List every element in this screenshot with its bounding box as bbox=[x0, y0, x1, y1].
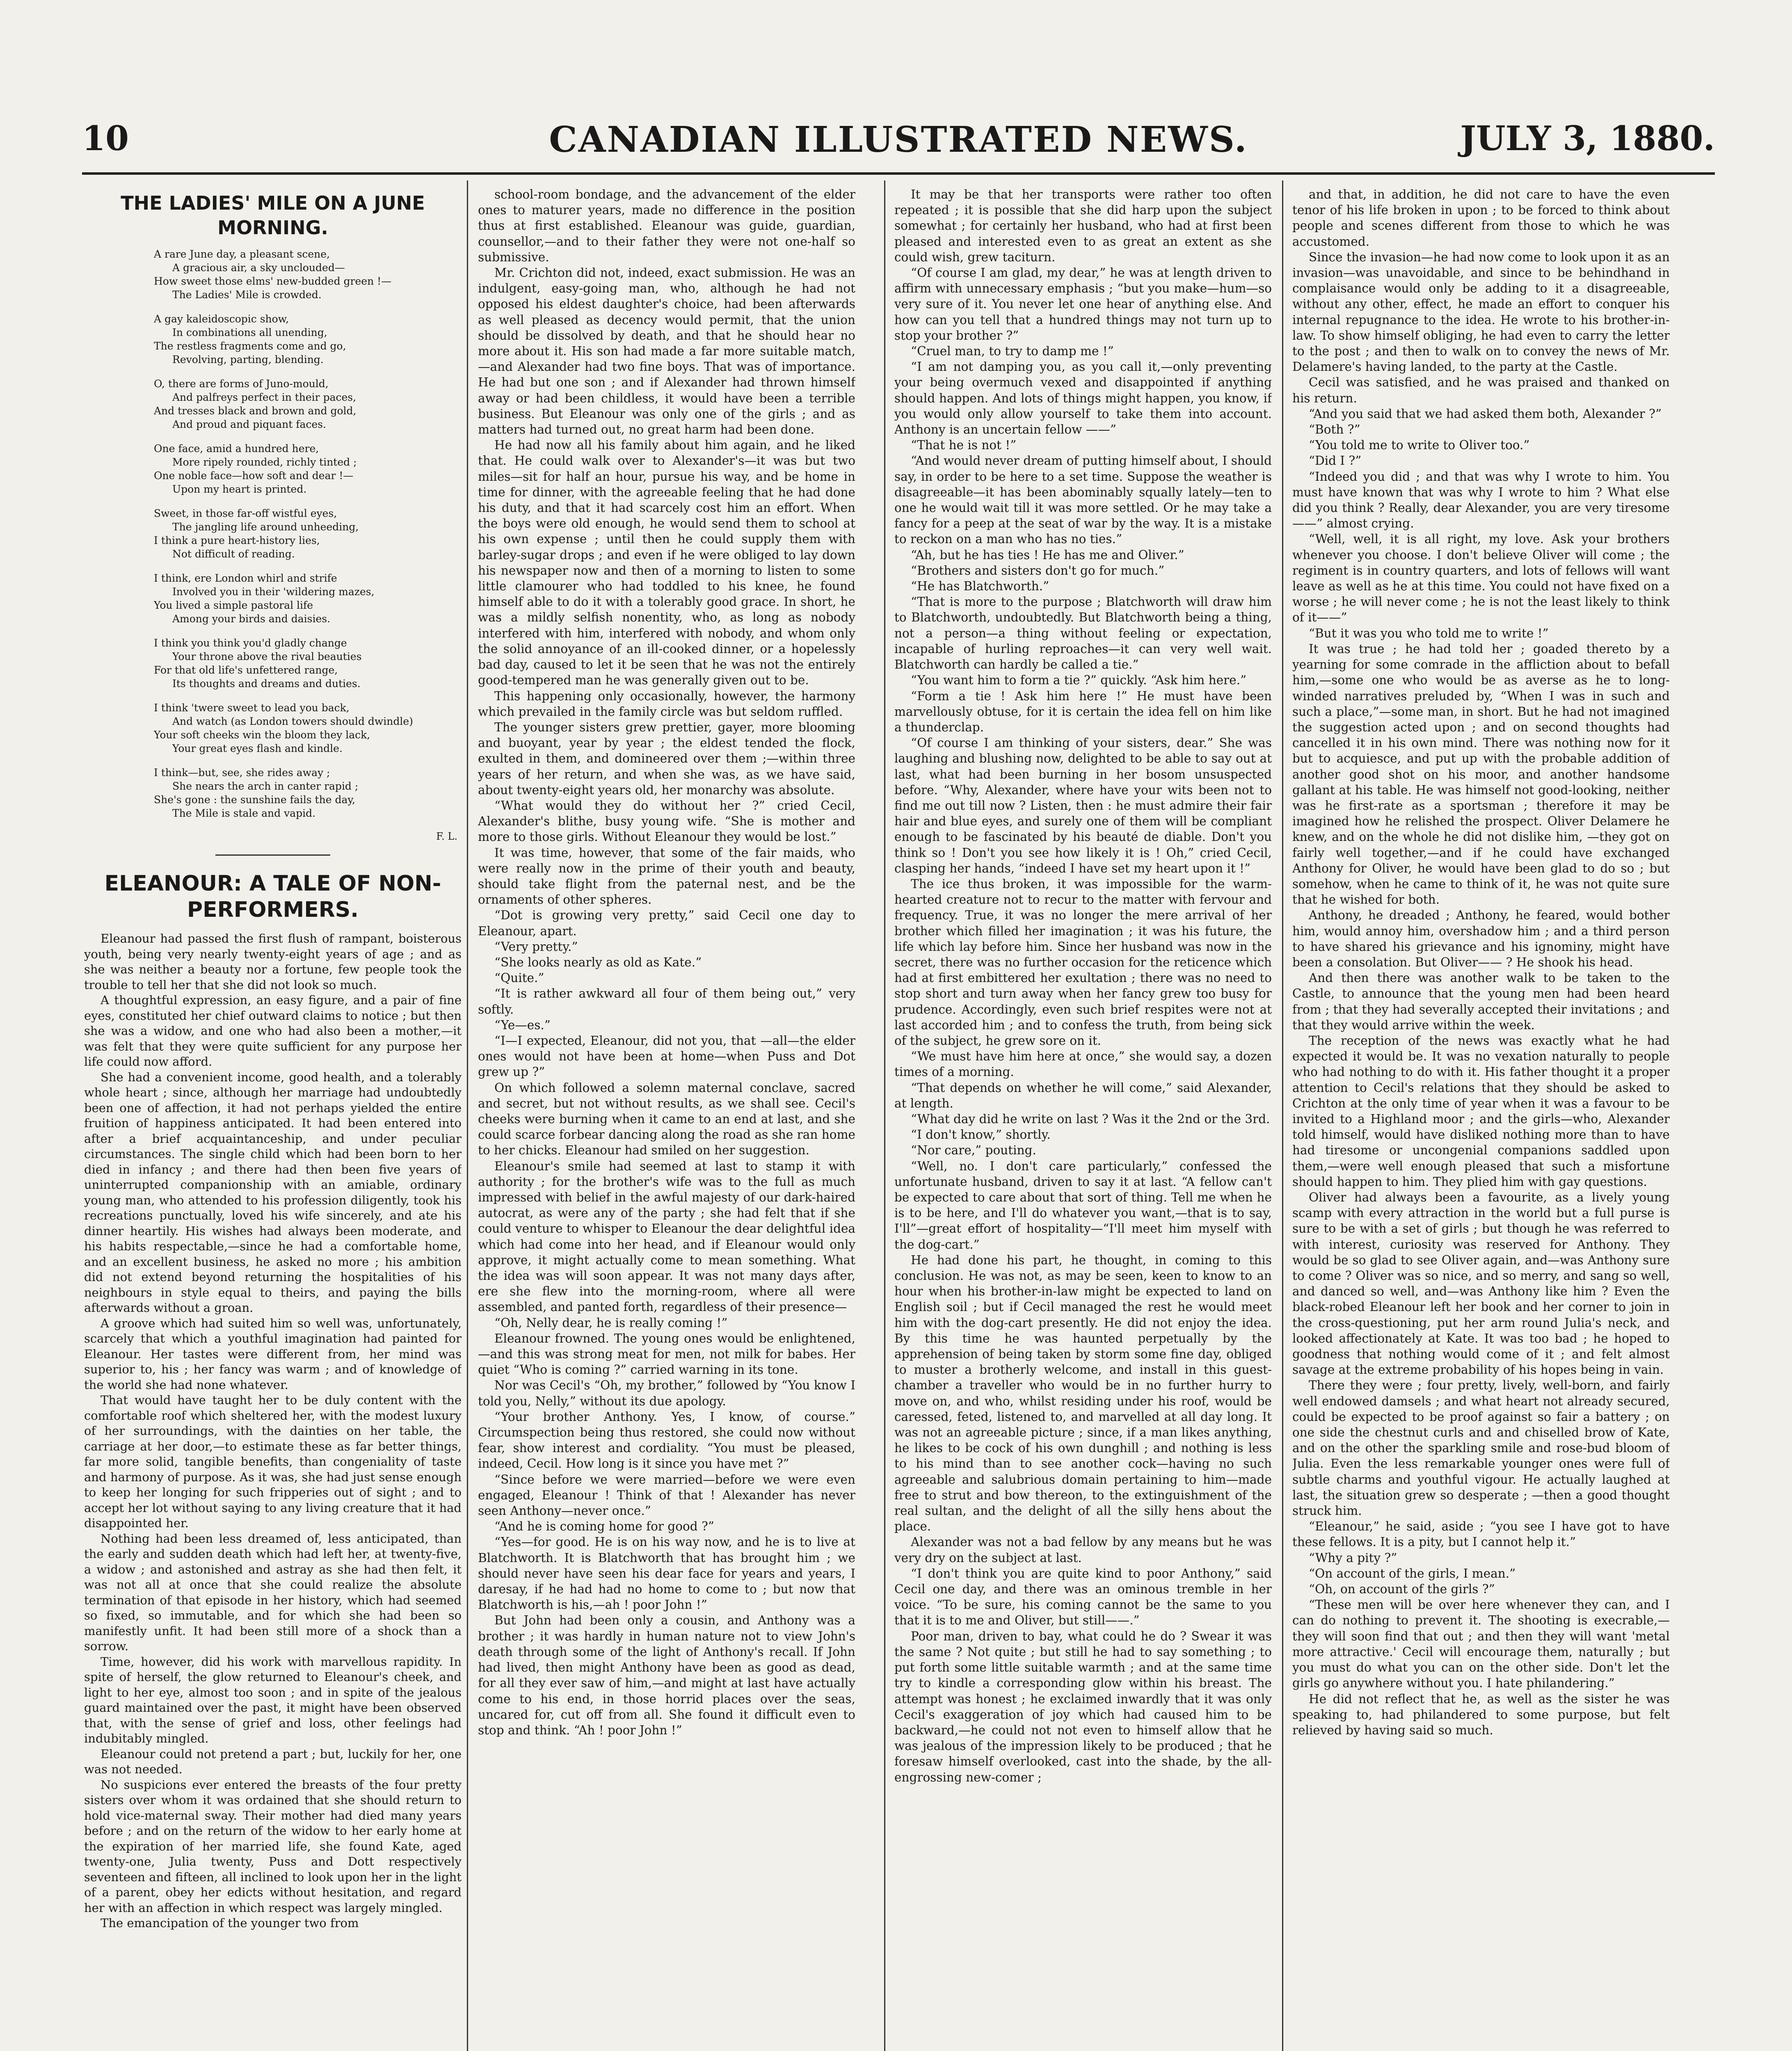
story-paragraph: She had a convenient income, good health, and a tolerably whole heart ; since, although her marriage had undoubtedly been one of affection, it had not perhaps yielded the entire fruition of happiness anticipated. It had been entered into after a brief acquaintanceship, and under peculiar circumstances. The single child which had been born to her died in infancy ; and there had then been five years of uninterrupted companionship with an amiable, ordinary young man, who attended to his profession diligently, took his recreations punctually, loved his wife sincerely, and ate his dinner heartily. His wishes had always been moderate, and his habits respectable,—since he had a comfortable home, and an excellent business, he asked no more ; his ambition did not extend beyond returning the hospitalities of his neighbours in style equal to theirs, and paying the bills afterwards without a groan. bbox=[84, 1070, 462, 1315]
header-rule bbox=[82, 172, 1715, 175]
story-paragraph: “He has Blatchworth.” bbox=[911, 579, 1049, 594]
story-paragraph: “Very pretty.” bbox=[494, 939, 578, 954]
poem-line: She nears the arch in canter rapid ; bbox=[172, 780, 359, 792]
story-paragraph: Alexander was not a bad fellow by any means but he was very dry on the subject at last. bbox=[894, 1535, 1272, 1565]
story-paragraph: The emancipation of the younger two from bbox=[101, 1916, 359, 1930]
poem-line: Not difficult of reading. bbox=[172, 548, 295, 560]
story-paragraph: “Eleanour,” he said, aside ; “you see I have got to have these fellows. It is a pity, but I cannot help it.” bbox=[1292, 1519, 1670, 1549]
poem-line: Among your birds and daisies. bbox=[172, 613, 331, 625]
story-paragraph: “Of course I am glad, my dear,” he was at length driven to affirm with unnecessary emphasis ; “but you make—hum—so very sure of it. You never let one hear of anything else. And how can you tell that a hundred things may not turn up to stop your brother ?” bbox=[894, 266, 1272, 343]
story-paragraph: “Dot is growing very pretty,” said Cecil one day to Eleanour, apart. bbox=[478, 908, 855, 938]
story-paragraph: “Brothers and sisters don't go for much.” bbox=[911, 563, 1165, 578]
story-paragraph: A thoughtful expression, an easy figure, and a pair of fine eyes, constituted her chief outward claims to notice ; but then she was a widow, and one who had also been a mother,—it was felt that they were quite sufficient for any purpose her life could now afford. bbox=[84, 993, 462, 1069]
story-paragraph: “You told me to write to Oliver too.” bbox=[1309, 438, 1530, 452]
page-number: 10 bbox=[82, 119, 129, 158]
story-paragraph: The reception of the news was exactly what he had expected it would be. It was no vexation naturally to people who had nothing to do with it. His father thought it a proper attention to Cecil's relations that they should be asked to Crichton at the only time of year when it was a favour to be invited to a Highland moor ; and the girls—who, Alexander told himself, would have disliked nothing more than to have had tiresome or uncongenial companions saddled upon them,—were well enough pleased that such a misfortune should happen to him. They plied him with gay questions. bbox=[1292, 1033, 1670, 1189]
story-paragraph: “Form a tie ! Ask him here !” He must have been marvellously obtuse, for it is certain the idea fell on him like a thunderclap. bbox=[894, 689, 1272, 734]
story-paragraph: “Well, well, it is all right, my love. Ask your brothers whenever you choose. I don't believe Oliver will come ; the regiment is in country quarters, and lots of fellows will want leave as well as he at this time. You could not have fixed on a worse ; he will never come ; he is not the least likely to think of it——” bbox=[1292, 532, 1670, 625]
poem-stanza bbox=[84, 247, 462, 301]
poem-stanza bbox=[84, 571, 462, 626]
column-1 bbox=[84, 187, 462, 2051]
story-paragraph: “Of course I am thinking of your sisters, dear.” She was laughing and blushing now, delighted to be able to say out at last, what had been burning in her bosom unsuspected before. “Why, Alexander, where have your wits been not to find me out till now ? Listen, then : he must admire their fair hair and blue eyes, and surely one of them will be compliant enough to be fascinated by his beauté de diable. Don't you think so ! Don't you see how likely it is ! Oh,” cried Cecil, clasping her hands, “indeed I have set my heart upon it !” bbox=[894, 736, 1272, 875]
poem-stanza bbox=[84, 312, 462, 366]
story-paragraph: The ice thus broken, it was impossible for the warm-hearted creature not to recur to the matter with fervour and frequency. True, it was no longer the mere arrival of her brother which filled her imagination ; it was his future, the life which lay before him. Since her husband was now in the secret, there was no further occasion for the reticence which had at first embittered her exultation ; there was no need to stop short and turn away when her fancy grew too busy for prudence. Accordingly, even such brief respites were not at last accorded him ; and to confess the truth, from being sick of the subject, he grew sore on it. bbox=[894, 877, 1272, 1048]
story-column-1-text bbox=[84, 931, 462, 1931]
poem-line: Its thoughts and dreams and duties. bbox=[172, 678, 361, 690]
story-column-3-text bbox=[894, 187, 1272, 1785]
story-paragraph: “Quite.” bbox=[494, 971, 544, 985]
poem-line: I think—but, see, she rides away ; bbox=[154, 767, 330, 779]
story-paragraph: Since the invasion—he had now come to look upon it as an invasion—was unavoidable, and since to be behindhand in complaisance would only be adding to it a disagreeable, without any other, effect, he made an effort to conquer his internal repugnance to the idea. He wrote to his brother-in-law. To show himself obliging, he had even to carry the letter to the post ; and then to walk on to convey the news of Mr. Delamere's having landed, to the party at the Castle. bbox=[1292, 250, 1670, 374]
story-paragraph: Time, however, did his work with marvellous rapidity. In spite of herself, the glow returned to Eleanour's cheek, and light to her eye, almost too soon ; and in spite of the jealous guard maintained over the past, it might have been observed that, with the sense of grief and loss, other feelings had indubitably mingled. bbox=[84, 1654, 462, 1745]
story-paragraph: “But it was you who told me to write !” bbox=[1309, 626, 1549, 640]
poem-line: The Mile is stale and vapid. bbox=[172, 807, 316, 819]
poem-stanza bbox=[84, 442, 462, 496]
poem-line: A gracious air, a sky unclouded— bbox=[172, 262, 345, 274]
poem-line: I think 'twere sweet to lead you back, bbox=[154, 702, 350, 714]
story-paragraph: But John had been only a cousin, and Anthony was a brother ; it was hardly in human nature not to view John's death through some of the light of Anthony's recall. If John had lived, then might Anthony have been as good as dead, for all they ever saw of him,—and might at last have actually come to his end, in those horrid places over the seas, uncared for, cut off from all. She found it difficult even to stop and think. “Ah ! poor John !” bbox=[478, 1613, 855, 1737]
poem-line: Sweet, in those far-off wistful eyes, bbox=[154, 507, 337, 519]
poem-line: More ripely rounded, richly tinted ; bbox=[172, 456, 357, 468]
column-3 bbox=[894, 187, 1272, 2051]
poem-line: Upon my heart is printed. bbox=[172, 483, 307, 495]
story-paragraph: A groove which had suited him so well was, unfortunately, scarcely that which a youthful imagination had painted for Eleanour. Her tastes were different from, her mind was superior to, his ; her fancy was warm ; and of knowledge of the world she had none whatever. bbox=[84, 1316, 462, 1392]
poem-line: I think, ere London whirl and strife bbox=[154, 572, 337, 584]
story-paragraph: “Yes—for good. He is on his way now, and he is to live at Blatchworth. It is Blatchworth that has brought him ; we should never have seen his dear face for years and years, I daresay, if he had had no home to come to ; but now that Blatchworth is his,—ah ! poor John !” bbox=[478, 1535, 855, 1612]
column-2 bbox=[478, 187, 855, 2051]
story-paragraph: “And would never dream of putting himself about, I should say, in order to be here to a set time. Suppose the weather is disagreeable—it has been abominably squally lately—ten to one he would wait till it was more settled. Or he may take a fancy for a peep at the seat of war by the way. It is a mistake to reckon on a man who has no ties.” bbox=[894, 454, 1272, 546]
story-paragraph: “Cruel man, to try to damp me !” bbox=[911, 344, 1114, 359]
poem-line: A rare June day, a pleasant scene, bbox=[154, 248, 330, 260]
story-paragraph: “That depends on whether he will come,” said Alexander, at length. bbox=[894, 1080, 1272, 1110]
story-paragraph: school-room bondage, and the advancement of the elder ones to maturer years, made no difference in the position thus at first established. Eleanour was guide, guardian, counsellor,—and to their father they were not one-half so submissive. bbox=[478, 187, 855, 264]
story-paragraph: “I am not damping you, as you call it,—only preventing your being overmuch vexed and disappointed if anything should happen. And lots of things might happen, you know, if you would only allow yourself to take them into account. Anthony is an uncertain fellow ——” bbox=[894, 360, 1272, 437]
poem-line: One face, amid a hundred here, bbox=[154, 443, 319, 455]
poem-line: O, there are forms of Juno-mould, bbox=[154, 378, 329, 390]
story-paragraph: And then there was another walk to be taken to the Castle, to announce that the young men had been heard from ; that they had severally accepted their invitations ; and that they would arrive within the week. bbox=[1292, 971, 1670, 1032]
story-paragraph: “Well, no. I don't care particularly,” confessed the unfortunate husband, driven to say it at last. “A fellow can't be expected to care about that sort of thing. Tell me when he is to be here, and I'll do whatever you want,—that is to say, I'll”—great effort of hospitality—“I'll meet him myself with the dog-cart.” bbox=[894, 1159, 1272, 1252]
story-paragraph: “These men will be over here whenever they can, and I can do nothing to prevent it. The shooting is execrable,—they will soon find that out ; and then they will want 'metal more attractive.' Cecil will encourage them, naturally ; but you must do what you can on the other side. Don't let the girls go anywhere without you. I hate philandering.” bbox=[1292, 1598, 1670, 1690]
poem-body bbox=[84, 247, 462, 820]
story-column-4-text bbox=[1292, 187, 1670, 1738]
story-paragraph: “Your brother Anthony. Yes, I know, of course.” Circumspection being thus restored, she could now without fear, show interest and cordiality. “You must be pleased, indeed, Cecil. How long is it since you have met ?” bbox=[478, 1409, 855, 1471]
story-paragraph: “What day did he write on last ? Was it the 2nd or the 3rd. bbox=[911, 1112, 1270, 1126]
story-paragraph: Nor was Cecil's “Oh, my brother,” followed by “You know I told you, Nelly,” without its due apology. bbox=[478, 1378, 855, 1408]
story-title: ELEANOUR: A TALE OF NON-PERFORMERS. bbox=[104, 871, 441, 922]
poem-stanza bbox=[84, 701, 462, 755]
poem-line: One noble face—how soft and dear !— bbox=[154, 470, 354, 482]
story-paragraph: “I—I expected, Eleanour, did not you, that —all—the elder ones would not have been at home—when Puss and Dot grew up ?” bbox=[478, 1033, 855, 1079]
poem-line: Your throne above the rival beauties bbox=[172, 651, 362, 662]
story-paragraph: “You want him to form a tie ?” quickly. “Ask him here.” bbox=[911, 673, 1247, 687]
column-divider bbox=[1282, 180, 1283, 2051]
column-divider bbox=[467, 180, 468, 2051]
poem-line: A gay kaleidoscopic show, bbox=[154, 313, 289, 325]
story-paragraph: He did not reflect that he, as well as the sister he was speaking to, had philandered to some purpose, but felt relieved by having said so much. bbox=[1292, 1692, 1670, 1737]
story-paragraph: No suspicions ever entered the breasts of the four pretty sisters over whom it was ordained that she should return to hold vice-maternal sway. Their mother had died many years before ; and on the return of the widow to her early home at the expiration of her married life, she found Kate, aged twenty-one, Julia twenty, Puss and Dott respectively seventeen and fifteen, all inclined to look upon her in the light of a parent, obey her edicts without hesitation, and regard her with an affection in which respect was largely mingled. bbox=[84, 1777, 462, 1915]
publication-title: CANADIAN ILLUSTRATED NEWS. bbox=[549, 119, 1248, 160]
poem-line: And palfreys perfect in their paces, bbox=[172, 391, 357, 403]
poem-line: For that old life's unfettered range, bbox=[154, 664, 338, 676]
story-paragraph: This happening only occasionally, however, the harmony which prevailed in the family circle was but seldom ruffled. bbox=[478, 689, 855, 719]
issue-date: JULY 3, 1880. bbox=[1460, 119, 1715, 158]
poem-line: Revolving, parting, blending. bbox=[172, 354, 324, 365]
story-paragraph: He had done his part, he thought, in coming to this conclusion. He was not, as may be seen, keen to know to an hour when his brother-in-law might be expected to land on English soil ; but if Cecil managed the rest he would meet him with the dog-cart presently. He did not enjoy the idea. By this time he was haunted perpetually by the apprehension of being taken by storm some fine day, obliged to muster a brotherly welcome, and install in this guest-chamber a traveller who would be in no further hurry to move on, and who, whilst residing under his roof, would be caressed, feted, listened to, and marvelled at all day long. It was not an agreeable picture ; since, if a man likes anything, he likes to be cock of his own dunghill ; and nothing is less to his mind than to see another cock—having no such agreeable and salubrious domain pertaining to him—made free to strut and bow thereon, to the extinguishment of the real sultan, and the delight of all the silly hens about the place. bbox=[894, 1253, 1272, 1534]
story-paragraph: “We must have him here at once,” she would say, a dozen times of a morning. bbox=[894, 1049, 1272, 1079]
poem-stanza bbox=[84, 507, 462, 561]
poem-line: How sweet those elms' new-budded green !— bbox=[154, 275, 392, 287]
story-paragraph: “I don't think you are quite kind to poor Anthony,” said Cecil one day, and there was an ominous tremble in her voice. “To be sure, his coming cannot be the same to you that it is to me and Oliver, but still——.” bbox=[894, 1566, 1272, 1628]
story-paragraph: On which followed a solemn maternal conclave, sacred and secret, but not without results, as we shall see. Cecil's cheeks were burning when it came to an end at last, and she could scarce forbear dancing along the road as she ran home to her chicks. Eleanour had smiled on her suggestion. bbox=[478, 1080, 855, 1158]
story-paragraph: Cecil was satisfied, and he was praised and thanked on his return. bbox=[1292, 375, 1670, 405]
story-paragraph: “That is more to the purpose ; Blatchworth will draw him to Blatchworth, undoubtedly. But Blatchworth being a thing, not a person—a thing without feeling or expectation, incapable of hurling reproaches—it can very well wait. Blatchworth can hardly be called a tie.” bbox=[894, 595, 1272, 672]
story-paragraph: That would have taught her to be duly content with the comfortable roof which sheltered her, with the modest luxury of her surroundings, with the dainties on her table, the carriage at her door,—to estimate these as far better things, far more solid, tangible benefits, than congeniality of taste and harmony of purpose. As it was, she had just sense enough to keep her longing for such fripperies out of sight ; and to accept her lot without saying to any living creature that it had disappointed her. bbox=[84, 1393, 462, 1530]
story-paragraph: “Why a pity ?” bbox=[1309, 1551, 1397, 1565]
poem-title: THE LADIES' MILE ON A JUNE MORNING. bbox=[121, 192, 425, 239]
poem-stanza bbox=[84, 766, 462, 820]
story-paragraph: “That he is not !” bbox=[911, 438, 1017, 452]
poem-line: The restless fragments come and go, bbox=[154, 340, 346, 352]
poem-line: And proud and piquant faces. bbox=[172, 418, 326, 430]
poem-line: Your soft cheeks win the bloom they lack, bbox=[154, 729, 370, 741]
story-paragraph: Nothing had been less dreamed of, less anticipated, than the early and sudden death which had left her, at twenty-five, a widow ; and astonished and astray as she had then felt, it was not all at once that she could realize the absolute termination of that episode in her history, which had seemed so fixed, so immutable, and for which she had been so manifestly unfit. It had been still more of a shock than a sorrow. bbox=[84, 1531, 462, 1653]
story-paragraph: “It is rather awkward all four of them being out,” very softly. bbox=[478, 987, 855, 1016]
poem-stanza bbox=[84, 636, 462, 690]
column-divider bbox=[884, 180, 885, 2051]
story-paragraph: “I don't know,” shortly. bbox=[911, 1128, 1051, 1142]
poem-line: I think a pure heart-history lies, bbox=[154, 534, 320, 546]
story-paragraph: “Since before we were married—before we were even engaged, Eleanour ! Think of that ! Alexander has never seen Anthony—never once.” bbox=[478, 1472, 855, 1518]
poem-line: And watch (as London towers should dwindle) bbox=[172, 715, 413, 727]
story-column-2-text bbox=[478, 187, 855, 1738]
poem-stanza bbox=[84, 377, 462, 431]
story-paragraph: Poor man, driven to bay, what could he do ? Swear it was the same ? Not quite ; but still he had to say something ; to put forth some little suitable warmth ; and at the same time try to kindle a corresponding glow within his breast. The attempt was honest ; he exclaimed inwardly that it was only Cecil's exaggeration of joy which had caused him to be backward,—he could not not even to himself allow that he was jealous of the impression likely to be produced ; that he foresaw himself overlooked, cast into the shade, by the all-engrossing new-comer ; bbox=[894, 1629, 1272, 1784]
story-paragraph: “Oh, on account of the girls ?” bbox=[1309, 1582, 1495, 1596]
story-paragraph: “Oh, Nelly dear, he is really coming !” bbox=[494, 1316, 728, 1330]
poem-line: The Ladies' Mile is crowded. bbox=[172, 289, 322, 301]
story-paragraph: Mr. Crichton did not, indeed, exact submission. He was an indulgent, easy-going man, who, although he had not opposed his eldest daughter's choice, had been afterwards as well pleased as decency would permit, that the union should be dissolved by death, and that he should hear no more about it. His son had made a far more suitable match,—and Alexander had two fine boys. That was of importance. He had but one son ; and if Alexander had thrown himself away or had been childless, it would have been a terrible business. But Eleanour was only one of the girls ; and as matters had turned out, no great harm had been done. bbox=[478, 266, 855, 437]
section-separator bbox=[215, 854, 330, 856]
story-paragraph: Anthony, he dreaded ; Anthony, he feared, would bother him, would annoy him, overshadow him ; and a third person to have shared his grievance and his ignominy, might have been a consolation. But Oliver—— ? He shook his head. bbox=[1292, 908, 1670, 969]
story-paragraph: “Nor care,” pouting. bbox=[911, 1143, 1036, 1158]
poem-line: In combinations all unending, bbox=[172, 327, 327, 338]
story-paragraph: “She looks nearly as old as Kate.” bbox=[494, 955, 702, 969]
poem-line: Your great eyes flash and kindle. bbox=[172, 742, 343, 754]
column-4 bbox=[1292, 187, 1670, 2051]
story-paragraph: Eleanour had passed the first flush of rampant, boisterous youth, being very nearly twenty-eight years of age ; and as she was neither a beauty nor a fortune, few people took the trouble to tell her that she did not look so much. bbox=[84, 932, 462, 992]
story-paragraph: Eleanour could not pretend a part ; but, luckily for her, one was not needed. bbox=[84, 1747, 462, 1776]
story-paragraph: and that, in addition, he did not care to have the even tenor of his life broken in upon ; to be forced to think about people and scenes different from those to which he was accustomed. bbox=[1292, 187, 1670, 249]
story-paragraph: “And he is coming home for good ?” bbox=[494, 1519, 714, 1534]
story-paragraph: “Both ?” bbox=[1309, 423, 1360, 437]
story-paragraph: “Ye—es.” bbox=[494, 1018, 551, 1032]
story-paragraph: It was time, however, that some of the fair maids, who were really now in the prime of their youth and beauty, should take flight from the paternal nest, and be the ornaments of other spheres. bbox=[478, 845, 855, 907]
poem-line: I think you think you'd gladly change bbox=[154, 637, 347, 649]
story-paragraph: “On account of the girls, I mean.” bbox=[1309, 1566, 1516, 1581]
poem-line: She's gone : the sunshine fails the day, bbox=[154, 794, 356, 806]
story-paragraph: “And you said that we had asked them both, Alexander ?” bbox=[1309, 407, 1662, 421]
story-paragraph: The younger sisters grew prettier, gayer, more blooming and buoyant, year by year ; the eldest tended the flock, exulted in them, and domineered over them ;—within three years of her return, and when she was, as we have said, about twenty-eight years old, her monarchy was absolute. bbox=[478, 720, 855, 797]
story-paragraph: “Ah, but he has ties ! He has me and Oliver.” bbox=[911, 548, 1184, 562]
poem-line: The jangling life around unheeding, bbox=[172, 521, 359, 533]
story-paragraph: Eleanour's smile had seemed at last to stamp it with authority ; for the brother's wife was to the full as much impressed with belief in the awful majesty of our dark-haired autocrat, as were any of the party ; she had felt that if she could venture to whisper to Eleanour the dear delightful idea which had come into her head, and if Eleanour would only approve, it might actually come to mean something. What the idea was will soon appear. It was not many days after, ere she flew into the morning-room, where all were assembled, and panted forth, regardless of their presence— bbox=[478, 1159, 855, 1314]
poem-signature: F. L. bbox=[436, 831, 457, 842]
story-paragraph: It was true ; he had told her ; goaded thereto by a yearning for some comrade in the affliction about to befall him,—some one who would be as averse as he to long-winded narratives preluded by, “When I was in such and such a place,”—some man, in short. But he had not imagined the suggestion acted upon ; and on second thoughts had cancelled it in his own mind. There was nothing now for it but to acquiesce, and put up with the probable addition of another good shot on his moor, and another handsome gallant at his table. He was himself not good-looking, neither was he first-rate as a sportsman ; therefore it may be imagined how he relished the prospect. Oliver Delamere he knew, and on the whole he did not dislike him, —they got on fairly well together,—and if he could have exchanged Anthony for Oliver, he would have been glad to do so ; but somehow, when he came to think of it, he was not quite sure that he wished for both. bbox=[1292, 642, 1670, 907]
story-paragraph: There they were ; four pretty, lively, well-born, and fairly well endowed damsels ; and what heart not already secured, could be expected to be proof against so fair a battery ; on one side the chestnut curls and and chiselled brow of Kate, and on the other the sparkling smile and rose-bud bloom of Julia. Even the less remarkable younger ones were full of subtle charms and youthful vigour. He actually laughed at last, the situation grew so desperate ; —then a good thought struck him. bbox=[1292, 1378, 1670, 1518]
poem-line: You lived a simple pastoral life bbox=[154, 599, 313, 611]
story-paragraph: “Did I ?” bbox=[1309, 454, 1362, 468]
story-paragraph: It may be that her transports were rather too often repeated ; it is possible that she did harp upon the subject somewhat ; for certainly her husband, who had at first been pleased and interested even to as great an extent as she could wish, grew taciturn. bbox=[894, 187, 1272, 264]
story-paragraph: “What would they do without her ?” cried Cecil, Alexander's blithe, busy young wife. “She is mother and more to those girls. Without Eleanour they would be lost.” bbox=[478, 798, 855, 844]
story-paragraph: Eleanour frowned. The young ones would be enlightened,—and this was strong meat for men, not milk for babes. Her quiet “Who is coming ?” carried warning in its tone. bbox=[478, 1331, 855, 1377]
story-paragraph: “Indeed you did ; and that was why I wrote to him. You must have known that was why I wrote to him ? What else did you think ? Really, dear Alexander, you are very tiresome——” almost crying. bbox=[1292, 469, 1670, 531]
story-paragraph: He had now all his family about him again, and he liked that. He could walk over to Alexander's—it was but two miles—sit for half an hour, pursue his way, and be home in time for dinner, with the agreeable feeling that he had done his duty, and that it had scarcely cost him an effort. When the boys were old enough, he would send them to school at his own expense ; until then he could supply them with barley-sugar drops ; and even if he were obliged to lay down his newspaper now and then of a morning to listen to some little clamourer who had toddled to his knee, he found himself able to do it with a tolerably good grace. In short, he was a mildly selfish nonentity, who, as long as nobody interfered with him, interfered with nobody, and whom only the solid annoyance of an ill-cooked dinner, or a hopelessly bad day, caused to let it be seen that he was not the entirely good-tempered man he was generally given out to be. bbox=[478, 438, 855, 687]
poem-line: Involved you in their 'wildering mazes, bbox=[172, 586, 375, 598]
poem-line: And tresses black and brown and gold, bbox=[154, 405, 357, 417]
masthead bbox=[82, 119, 1715, 164]
story-paragraph: Oliver had always been a favourite, as a lively young scamp with every attraction in the world but a full purse is sure to be with a set of girls ; but though he was referred to with interest, curiosity was reserved for Anthony. They would be so glad to see Oliver again, and—was Anthony sure to come ? Oliver was so nice, and so merry, and sang so well, and danced so well, and—was Anthony like him ? Even the black-robed Eleanour left her book and her corner to join in the cross-questioning, put her arm round Julia's neck, and looked affectionately at Kate. It was too bad ; he hoped to goodness that nothing would come of it ; and felt almost savage at the extreme probability of his hopes being in vain. bbox=[1292, 1190, 1670, 1377]
